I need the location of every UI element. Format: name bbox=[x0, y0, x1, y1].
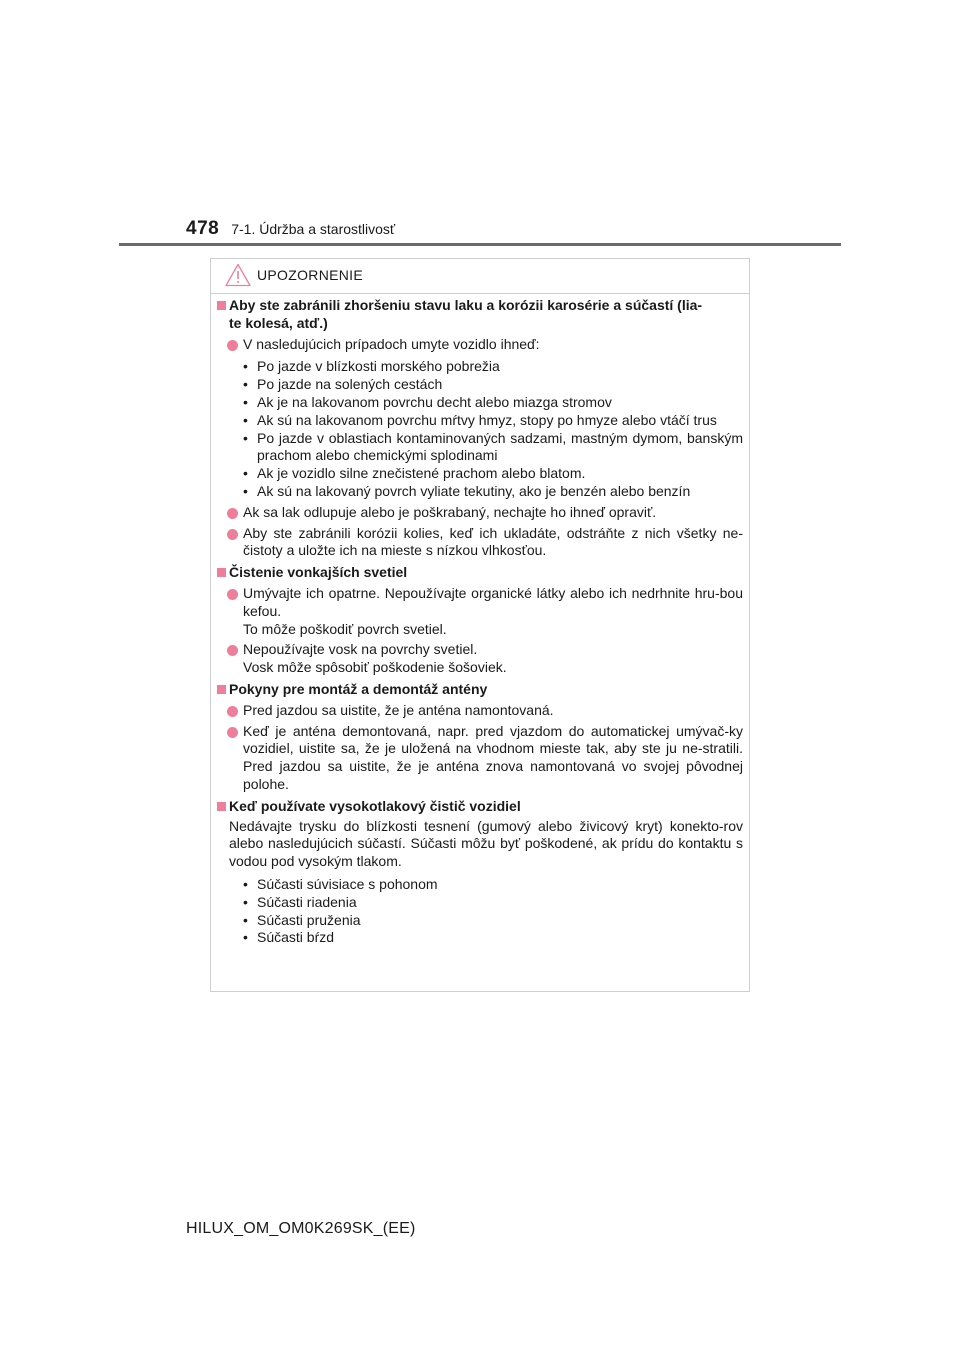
bullet-text: Umývajte ich opatrne. Nepoužívajte organické látky alebo ich nedrhnite hru-bou kefou. bbox=[243, 584, 743, 619]
circle-bullet-icon bbox=[227, 645, 238, 656]
bullet-text: V nasledujúcich prípadoch umyte vozidlo ihneď: bbox=[243, 335, 540, 352]
square-bullet-icon bbox=[217, 802, 226, 811]
section-heading bbox=[217, 564, 743, 582]
bullet-item bbox=[217, 585, 743, 638]
list-item: • Súčasti riadenia bbox=[243, 893, 357, 910]
section-heading bbox=[217, 297, 743, 333]
list-item: • Ak je vozidlo silne znečistené prachom alebo blatom. bbox=[243, 465, 586, 482]
bullet-text: Pred jazdou sa uistite, že je anténa namontovaná. bbox=[243, 701, 554, 718]
heading-text: Pokyny pre montáž a demontáž antény bbox=[229, 680, 488, 697]
bullet-item bbox=[217, 525, 743, 561]
circle-bullet-icon bbox=[227, 589, 238, 600]
circle-bullet-icon bbox=[227, 727, 238, 738]
section-heading bbox=[217, 681, 743, 699]
square-bullet-icon bbox=[217, 685, 226, 694]
square-bullet-icon bbox=[217, 568, 226, 577]
list-item: • Po jazde v blízkosti morského pobrežia bbox=[243, 358, 500, 375]
circle-bullet-icon bbox=[227, 508, 238, 519]
warning-triangle-icon bbox=[225, 263, 251, 287]
sub-list bbox=[217, 876, 743, 947]
sub-list bbox=[217, 358, 743, 500]
bullet-item bbox=[217, 504, 743, 522]
bullet-item bbox=[217, 723, 743, 794]
page-header bbox=[186, 218, 395, 242]
heading-text: Aby ste zabránili zhoršeniu stavu laku a korózii karosérie a súčastí (lia- te kolesá, atď.) bbox=[229, 297, 703, 331]
page-number: 478 bbox=[186, 218, 220, 239]
list-item: • Ak sú na lakovanom povrchu mŕtvy hmyz, stopy po hmyze alebo vtáčí trus bbox=[243, 411, 717, 428]
bullet-text: Keď je anténa demontovaná, napr. pred vjazdom do automatickej umývač-ky vozidiel, uistite sa, že je uložená na vhodnom mieste tak, aby ste ju ne-stratili. Pred jazdou sa uistite, že je anténa znova namontovaná vo svojej pôvodnej polohe. bbox=[243, 722, 743, 792]
circle-bullet-icon bbox=[227, 340, 238, 351]
warning-label: UPOZORNENIE bbox=[257, 267, 363, 283]
bullet-item bbox=[217, 336, 743, 354]
list-item: • Po jazde na solených cestách bbox=[243, 376, 443, 393]
paragraph: Nedávajte trysku do blízkosti tesnení (gumový alebo živicový kryt) konekto-rov alebo nasledujúcich súčastí. Súčasti môžu byť poškodené, ak prídu do kontaktu s vodou pod vysokým tlakom. bbox=[229, 817, 743, 870]
bullet-item bbox=[217, 641, 743, 677]
warning-header bbox=[225, 261, 363, 289]
section-title: 7-1. Údržba a starostlivosť bbox=[231, 221, 396, 237]
header-rule bbox=[119, 243, 841, 246]
list-item: • Ak sú na lakovaný povrch vyliate tekutiny, ako je benzén alebo benzín bbox=[243, 482, 691, 499]
circle-bullet-icon bbox=[227, 706, 238, 717]
list-item: • Súčasti bŕzd bbox=[243, 929, 335, 946]
square-bullet-icon bbox=[217, 301, 226, 310]
list-item: • Súčasti súvisiace s pohonom bbox=[243, 875, 438, 892]
bullet-item bbox=[217, 702, 743, 720]
warning-header-rule bbox=[211, 293, 749, 294]
heading-text: Čistenie vonkajších svetiel bbox=[229, 564, 408, 581]
section-heading bbox=[217, 798, 743, 816]
list-item: • Ak je na lakovanom povrchu decht alebo miazga stromov bbox=[243, 393, 612, 410]
circle-bullet-icon bbox=[227, 529, 238, 540]
heading-text: Keď používate vysokotlakový čistič vozidiel bbox=[229, 797, 521, 814]
bullet-text: Nepoužívajte vosk na povrchy svetiel. bbox=[243, 641, 478, 658]
bullet-text: Ak sa lak odlupuje alebo je poškrabaný, nechajte ho ihneď opraviť. bbox=[243, 503, 657, 520]
footer-code: HILUX_OM_OM0K269SK_(EE) bbox=[186, 1220, 416, 1237]
list-item: • Súčasti pruženia bbox=[243, 911, 361, 928]
list-item: • Po jazde v oblastiach kontaminovaných sadzami, mastným dymom, banským prachom alebo chemickými splodinami bbox=[243, 429, 743, 464]
bullet-text: Aby ste zabránili korózii kolies, keď ich ukladáte, odstráňte z nich všetky ne-čistoty a uložte ich na mieste s nízkou vlhkosťou. bbox=[243, 524, 743, 559]
warning-box bbox=[210, 258, 750, 992]
warning-content bbox=[217, 297, 743, 949]
bullet-text-2: Vosk môže spôsobiť poškodenie šošoviek. bbox=[243, 659, 507, 676]
bullet-text-2: To môže poškodiť povrch svetiel. bbox=[243, 620, 447, 637]
